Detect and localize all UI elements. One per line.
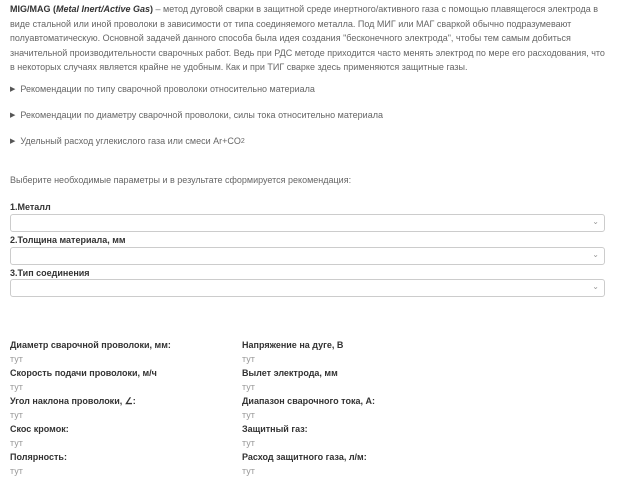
result-label: Угол наклона проволоки, ∠: — [10, 396, 136, 406]
result-label: Защитный газ: — [242, 424, 308, 434]
intro-term: MIG/MAG — [10, 4, 51, 14]
result-label: Напряжение на дуге, В — [242, 340, 344, 350]
result-value: тут — [242, 410, 255, 420]
result-value: тут — [242, 354, 255, 364]
result-value: тут — [242, 466, 255, 476]
result-label: Диапазон сварочного тока, А: — [242, 396, 375, 406]
result-value: тут — [10, 466, 23, 476]
result-label: Диаметр сварочной проволоки, мм: — [10, 340, 171, 350]
disclosure-triangle-icon: ▶ — [10, 112, 16, 119]
metal-select[interactable] — [10, 214, 605, 232]
prompt-text: Выберите необходимые параметры и в результате сформируется рекомендация: — [10, 175, 352, 185]
intro-term-expansion: Metal Inert/Active Gas — [56, 4, 151, 14]
joint-type-select[interactable] — [10, 279, 605, 297]
result-label: Вылет электрода, мм — [242, 368, 338, 378]
result-label: Скос кромок: — [10, 424, 69, 434]
chevron-down-icon: ⌄ — [592, 217, 599, 226]
chevron-down-icon: ⌄ — [592, 282, 599, 291]
disclosure-triangle-icon: ▶ — [10, 138, 16, 145]
details-label: Удельный расход углекислого газа или смеси Ar+CO — [20, 136, 241, 146]
result-label: Полярность: — [10, 452, 67, 462]
details-wire-diameter[interactable] — [10, 110, 383, 120]
intro-paragraph — [10, 2, 610, 75]
result-value: тут — [10, 410, 23, 420]
paren: ) — [150, 4, 154, 14]
thickness-select[interactable] — [10, 247, 605, 265]
result-value: тут — [242, 382, 255, 392]
intro-text: – метод дуговой сварки в защитной среде инертного/активного газа с помощью плавящегося электрода в виде стальной или иной проволоки в зависимости от типа соединяемого металла. Под МИГ или МАГ сваркой обычно подразумевают полуавтоматическую. Основной задачей данного способа была идея создания "бесконечного электрода", чтобы тем самым добиться значительной производительности сварочных работ. Ведь при РДС методе приходится часто менять электрод по мере его расходования, что в некоторых случаях является крайне не удобным. Как и при ТИГ сварке здесь применяются защитные газы. — [10, 4, 605, 72]
details-label: Рекомендации по типу сварочной проволоки относительно материала — [20, 84, 315, 94]
details-wire-type[interactable] — [10, 84, 315, 94]
chevron-down-icon: ⌄ — [592, 250, 599, 259]
result-value: тут — [10, 354, 23, 364]
result-value: тут — [10, 438, 23, 448]
field-label-thickness: 2.Толщина материала, мм — [10, 235, 126, 245]
subscript: 2 — [240, 137, 245, 145]
result-value: тут — [242, 438, 255, 448]
result-label: Расход защитного газа, л/м: — [242, 452, 367, 462]
field-label-joint-type: 3.Тип соединения — [10, 268, 90, 278]
result-value: тут — [10, 382, 23, 392]
field-label-metal: 1.Металл — [10, 202, 51, 212]
disclosure-triangle-icon: ▶ — [10, 86, 16, 93]
result-label: Скорость подачи проволоки, м/ч — [10, 368, 157, 378]
details-label: Рекомендации по диаметру сварочной проволоки, силы тока относительно материала — [20, 110, 383, 120]
paren: ( — [50, 4, 56, 14]
details-gas-consumption[interactable] — [10, 136, 245, 146]
